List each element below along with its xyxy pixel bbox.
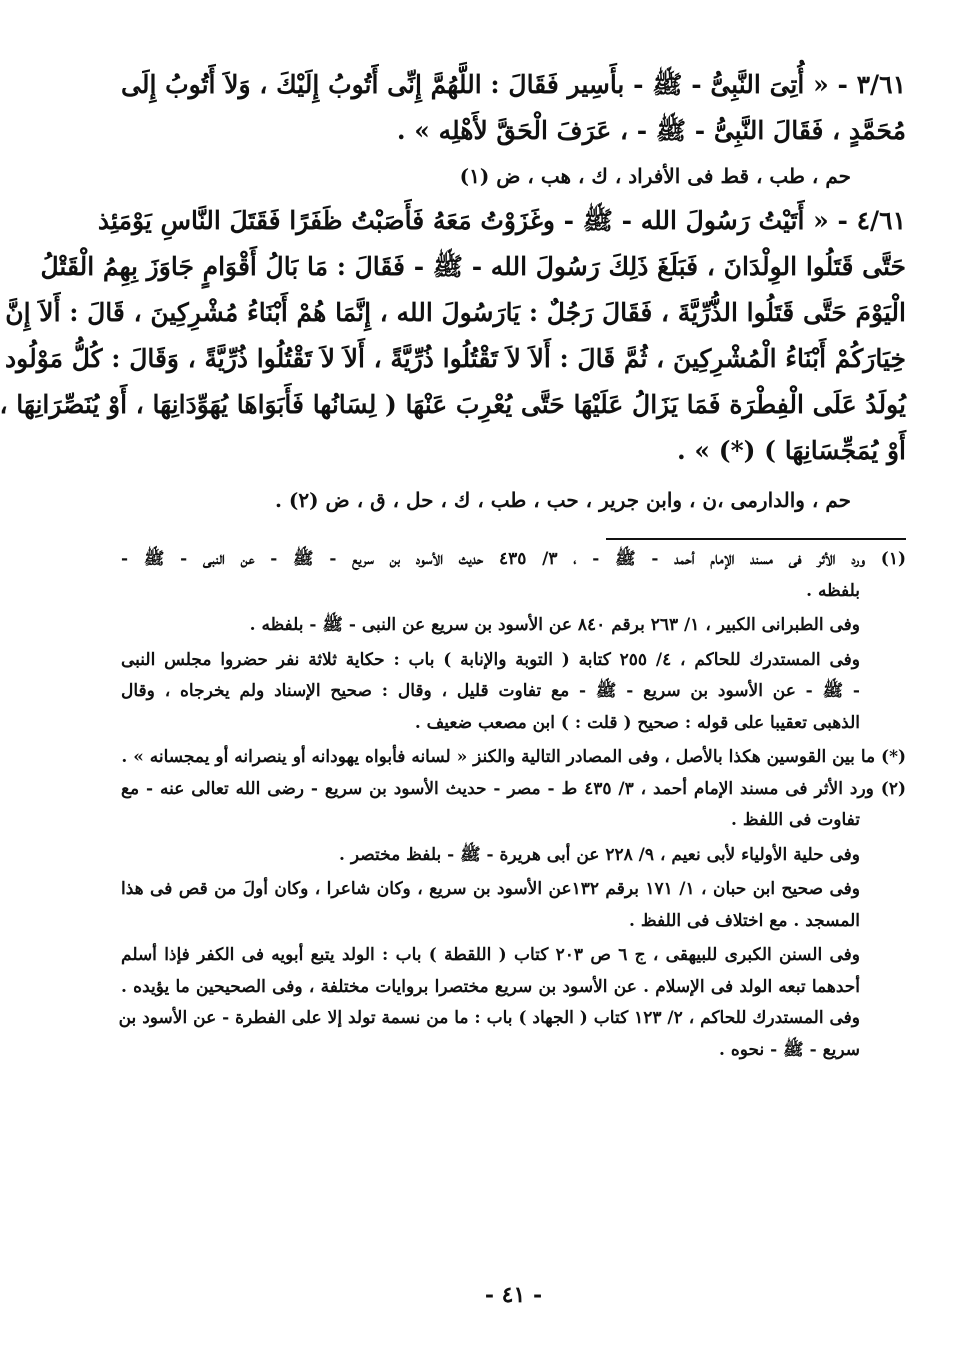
hadith-4-line-5: يُولَدُ عَلَى الْفِطْرَة فَمَا يَزَالُ عَلَيْهَا حَتَّى يُعْرِبَ عَنْهَا ( لِسَانُها فَأَبَوَاهَا يُهَوِّدَانِهَا ، أَوْ يُنَصِّرَانِهَا ، xyxy=(0,390,906,419)
hadith-3-line-2: مُحَمَّدٍ ، فَقَالَ النَّبِىُّ - ﷺ - ، عَرَفَ الْحَقَّ لأَهْلِه » . xyxy=(396,116,906,145)
footnote-2-ibn-hibban-line-1: وفى صحيح ابن حبان ، ١/ ١٧١ برقم ١٣٢عن الأسود بن سريع ، وكان شاعرا ، وكان أولَ من قص فى هذا xyxy=(121,879,860,899)
footnote-star: (*) ما بين القوسين هكذا بالأصل ، وفى المصادر التالية والكنز « لسانه فأبواه يهودانه أو ينصرانه أو يمجسانه » . xyxy=(121,747,906,767)
footnote-1-tabarani: وفى الطبرانى الكبير ، ١/ ٢٦٣ برقم ٨٤٠ عن الأسود بن سريع عن النبى - ﷺ - بلفظه . xyxy=(249,615,860,635)
hadith-4-line-1: ٤/٦١ - « أَتَيْتُ رَسُولَ الله - ﷺ - وغَزَوْتُ مَعَهُ فَأَصَبْتُ ظَفَرًا فَقَتَلَ النَّاسِ يَوْمَئِذ xyxy=(97,206,906,235)
footnote-1-hakim-line-1: وفى المستدرك للحاكم ، ٤/ ٢٥٥ كتابة ( التوبة والإنابة ) باب : حكاية ثلاثة نفر حضروا مجلس النبى xyxy=(121,649,860,670)
footnote-2-bayhaqi-line-2: أحدهما تبعه الولد فى الإسلام . عن الأسود بن سريع مختصرا بروايات مختلفة ، وفى الصحيحين ما يؤيده . xyxy=(121,976,860,997)
footnote-2-hilya: وفى حلية الأولياء لأبى نعيم ، ٩/ ٢٢٨ عن أبى هريرة - ﷺ - بلفظ مختصر . xyxy=(339,844,860,865)
footnote-2-hakim-line-1: وفى المستدرك للحاكم ، ٢/ ١٢٣ كتاب ( الجهاد ) باب : ما من نسمة تولد إلا على الفطرة - عن الأسود بن xyxy=(118,1008,860,1028)
footnote-separator xyxy=(121,522,906,544)
footnotes xyxy=(118,544,906,1066)
hadith-4 xyxy=(0,198,906,474)
hadith-4-line-3: الْيَوْمَ حَتَّى قَتَلُوا الذُّرِّيَّةَ ، فَقَالَ رَجُلٌ : يَارَسُولَ الله ، إِنَّمَا هُمْ أَبْنَاءُ مُشْرِكِينَ ، قَالَ : أَلاَ إِنَّ xyxy=(5,298,906,327)
hadith-3-sources-line: حم ، طب ، قط فى الأفراد ، ك ، هب ، ض (١) xyxy=(459,164,851,188)
footnote-2-line-2: تفاوت فى اللفظ . xyxy=(731,810,860,830)
page-number: - ٤١ - xyxy=(484,1282,543,1308)
hadith-4-line-6: أَوْ يُمَجِّسَانِهَا ) (*) » . xyxy=(677,436,906,465)
footnote-2-hakim-line-2: سريع - ﷺ - نحوه . xyxy=(719,1039,860,1060)
hadith-3 xyxy=(121,62,906,154)
page-body xyxy=(0,62,906,1066)
footnote-2-ibn-hibban-line-2: المسجد . مع اختلاف فى اللفظ . xyxy=(629,910,860,931)
hadith-4-line-4: خِيَارَكُمْ أَبْنَاءُ الْمُشْرِكِينَ ، ثُمَّ قَالَ : أَلاَ لاَ تَقْتُلُوا ذُرِّيَّةً ، أَلاَ لاَ تَقْتُلُوا ذُرِّيَّةً ، وَقَالَ : كُلُّ مَوْلُود xyxy=(5,344,906,373)
hadith-3-line-1: ٣/٦١ - « أُتِىَ النَّبِىُّ - ﷺ - بأَسِير فَقَالَ : اللَّهُمَّ إِنِّى أَتُوبُ إِلَيْكَ ، وَلاَ أَتُوبُ إِلَى xyxy=(121,70,906,99)
footnote-1-line-2: بلفظه . xyxy=(806,580,860,601)
footnote-2-line-1: (٢) ورد الأثر فى مسند الإمام أحمد ، ٣/ ٤٣٥ ط - مصر - حديث الأسود بن سريع - رضى الله تعالى عنه - مع xyxy=(121,778,906,799)
footnote-1-hakim-line-2: - ﷺ - عن الأسود بن سريع - ﷺ - مع تفاوت قليل ، وقال : صحيح الإسناد ولم يخرجاه ، وقال xyxy=(121,681,860,701)
footnote-1-hakim-line-3: الذهبى تعقيبا على قوله : صحيح ( قلت : ) ابن مصعب ضعيف . xyxy=(414,712,860,733)
hadith-3-sources xyxy=(121,154,906,198)
hadith-4-line-2: حَتَّى قَتَلُوا الوِلْدَانَ ، فَبَلَغَ ذَلِكَ رَسُولَ الله - ﷺ - فَقَالَ : مَا بَالُ أَقْوَامٍ جَاوَزَ بِهِمُ الْقَتْلُ xyxy=(40,252,906,281)
footnote-1-line-1: (١) ورد الأثر فى مسند الإمام أحمد - ﷺ - ، ٣/ ٤٣٥ حديث الأسود بن سريع - ﷺ - عن النبى - ﷺ - xyxy=(121,549,906,569)
hadith-4-sources xyxy=(121,478,906,522)
hadith-4-sources-line: حم ، والدارمى ،ن ، وابن جرير ، حب ، طب ، ك ، حل ، ق ، ض (٢) . xyxy=(274,488,851,512)
footnote-2-bayhaqi-line-1: وفى السنن الكبرى للبيهقى ، ج ٦ ص ٢٠٣ كتاب ( اللقطة ) باب : الولد يتبع أبويه فى الكفر فإذا أسلم xyxy=(121,945,860,965)
